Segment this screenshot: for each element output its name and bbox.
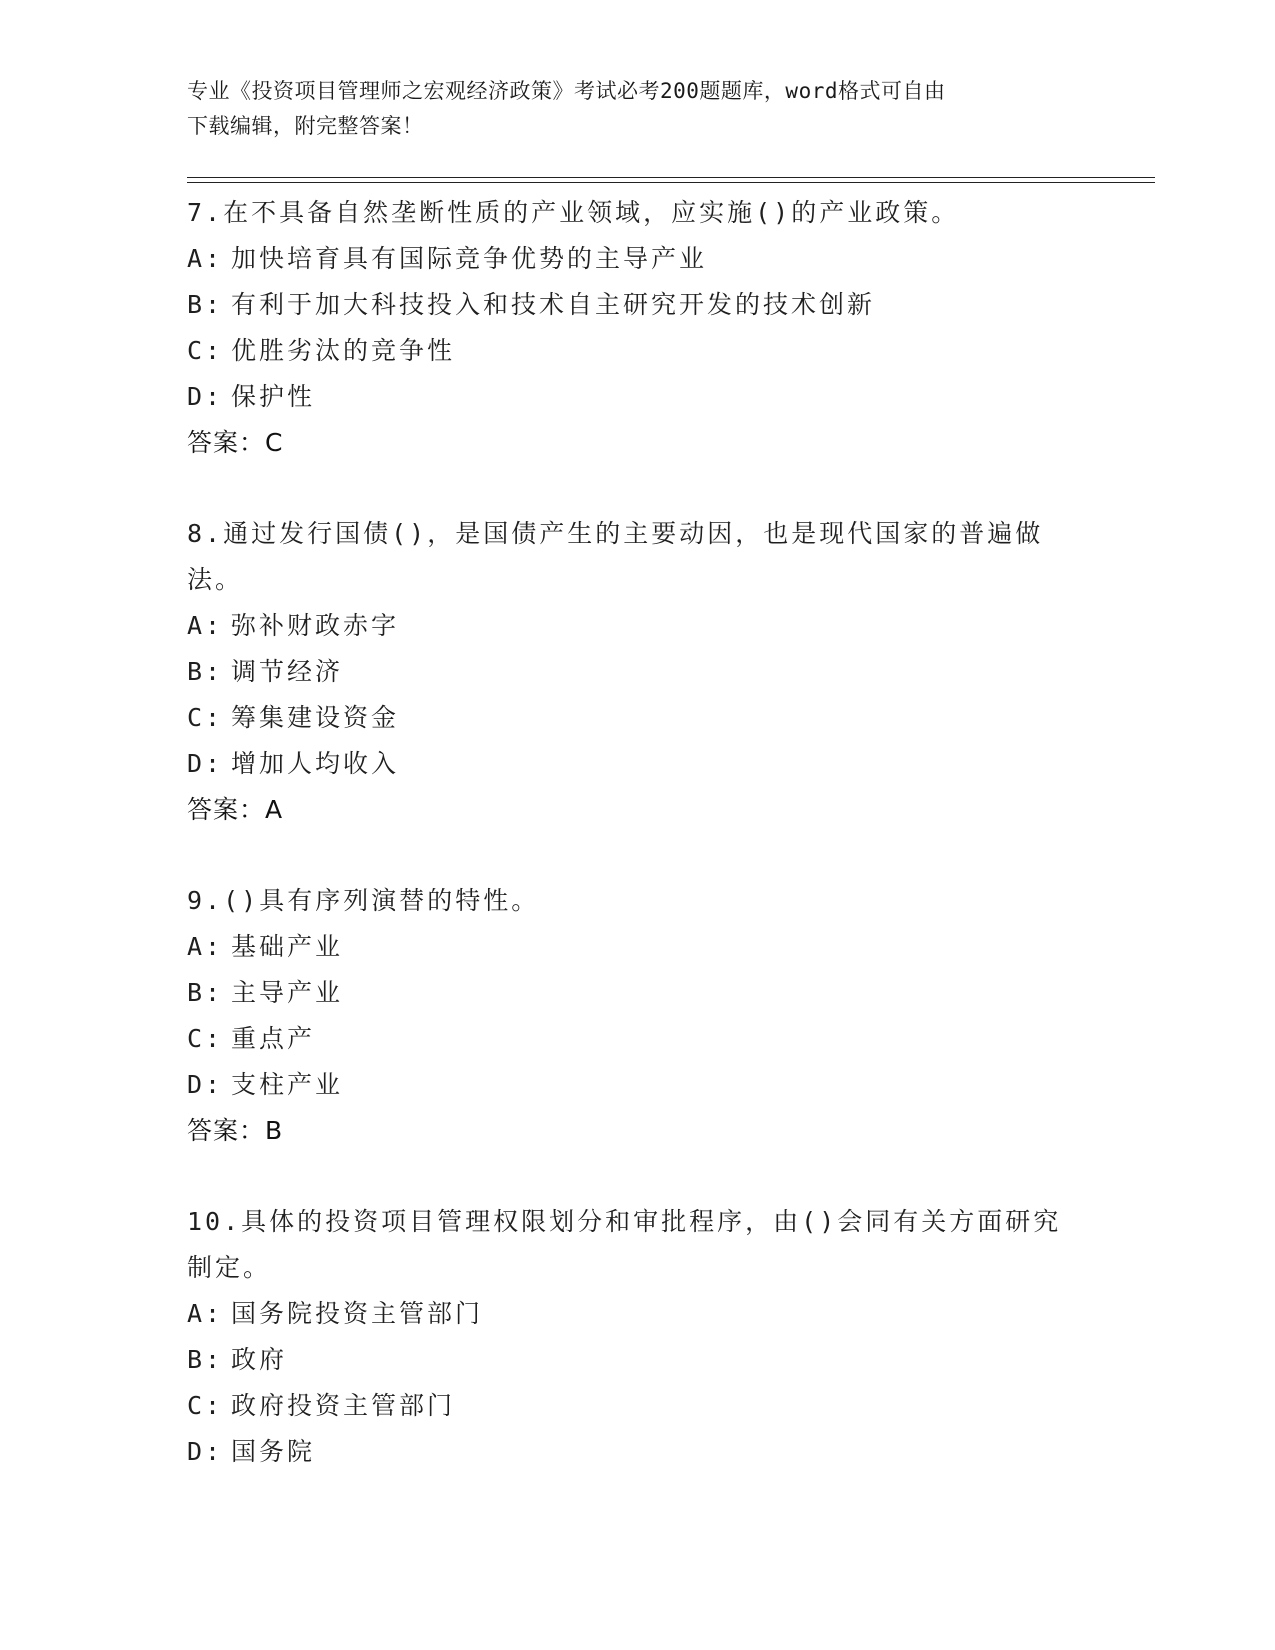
- option-text: 保护性: [231, 382, 316, 411]
- answer-text: 答案：C: [187, 428, 284, 457]
- header-divider-bottom: [187, 182, 1155, 183]
- header-line-1: 专业《投资项目管理师之宏观经济政策》考试必考200题题库，word格式可自由: [187, 79, 946, 103]
- option-letter: C:: [187, 703, 224, 732]
- option-letter: C:: [187, 1391, 224, 1420]
- option-d: [187, 1062, 1087, 1108]
- option-text: 弥补财政赤字: [231, 611, 400, 640]
- option-letter: B:: [187, 978, 224, 1007]
- option-letter: A:: [187, 1299, 224, 1328]
- option-d: [187, 741, 1087, 787]
- option-text: 政府投资主管部门: [231, 1391, 456, 1420]
- question-text: 7.在不具备自然垄断性质的产业领域，应实施()的产业政策。: [187, 198, 960, 227]
- document-header: [187, 74, 1067, 144]
- option-d: [187, 374, 1087, 420]
- option-d: [187, 1429, 1087, 1475]
- option-c: [187, 1016, 1087, 1062]
- option-text: 基础产业: [231, 932, 344, 961]
- option-letter: B:: [187, 1345, 224, 1374]
- option-letter: D:: [187, 382, 224, 411]
- option-letter: B:: [187, 657, 224, 686]
- option-text: 政府: [231, 1345, 288, 1374]
- option-text: 有利于加大科技投入和技术自主研究开发的技术创新: [231, 290, 876, 319]
- question-list: [187, 190, 1087, 1520]
- option-letter: D:: [187, 1070, 224, 1099]
- option-a: [187, 1291, 1087, 1337]
- header-line-2: 下载编辑，附完整答案！: [187, 114, 424, 138]
- option-letter: D:: [187, 749, 224, 778]
- option-text: 支柱产业: [231, 1070, 344, 1099]
- option-text: 增加人均收入: [231, 749, 400, 778]
- option-b: [187, 970, 1087, 1016]
- option-letter: A:: [187, 932, 224, 961]
- option-a: [187, 603, 1087, 649]
- question-10: [187, 1199, 1087, 1475]
- answer-text: 答案：A: [187, 795, 284, 824]
- option-letter: C:: [187, 1024, 224, 1053]
- option-text: 加快培育具有国际竞争优势的主导产业: [231, 244, 708, 273]
- question-text-continued: 制定。: [187, 1253, 272, 1282]
- question-text: 9.()具有序列演替的特性。: [187, 886, 540, 915]
- option-letter: C:: [187, 336, 224, 365]
- question-7: [187, 190, 1087, 466]
- option-text: 国务院投资主管部门: [231, 1299, 484, 1328]
- option-text: 国务院: [231, 1437, 316, 1466]
- option-letter: D:: [187, 1437, 224, 1466]
- option-a: [187, 924, 1087, 970]
- option-text: 重点产: [231, 1024, 316, 1053]
- header-divider-top: [187, 177, 1155, 178]
- question-9: [187, 878, 1087, 1154]
- question-text: 8.通过发行国债()，是国债产生的主要动因，也是现代国家的普遍做: [187, 519, 1044, 548]
- option-letter: B:: [187, 290, 224, 319]
- option-b: [187, 649, 1087, 695]
- option-text: 筹集建设资金: [231, 703, 400, 732]
- option-a: [187, 236, 1087, 282]
- option-text: 调节经济: [231, 657, 344, 686]
- option-c: [187, 328, 1087, 374]
- option-text: 优胜劣汰的竞争性: [231, 336, 456, 365]
- option-b: [187, 282, 1087, 328]
- answer-text: 答案：B: [187, 1116, 284, 1145]
- option-text: 主导产业: [231, 978, 344, 1007]
- question-8: [187, 511, 1087, 833]
- question-text-continued: 法。: [187, 565, 244, 594]
- question-text: 10.具体的投资项目管理权限划分和审批程序，由()会同有关方面研究: [187, 1207, 1062, 1236]
- option-c: [187, 1383, 1087, 1429]
- option-b: [187, 1337, 1087, 1383]
- option-letter: A:: [187, 244, 224, 273]
- option-c: [187, 695, 1087, 741]
- option-letter: A:: [187, 611, 224, 640]
